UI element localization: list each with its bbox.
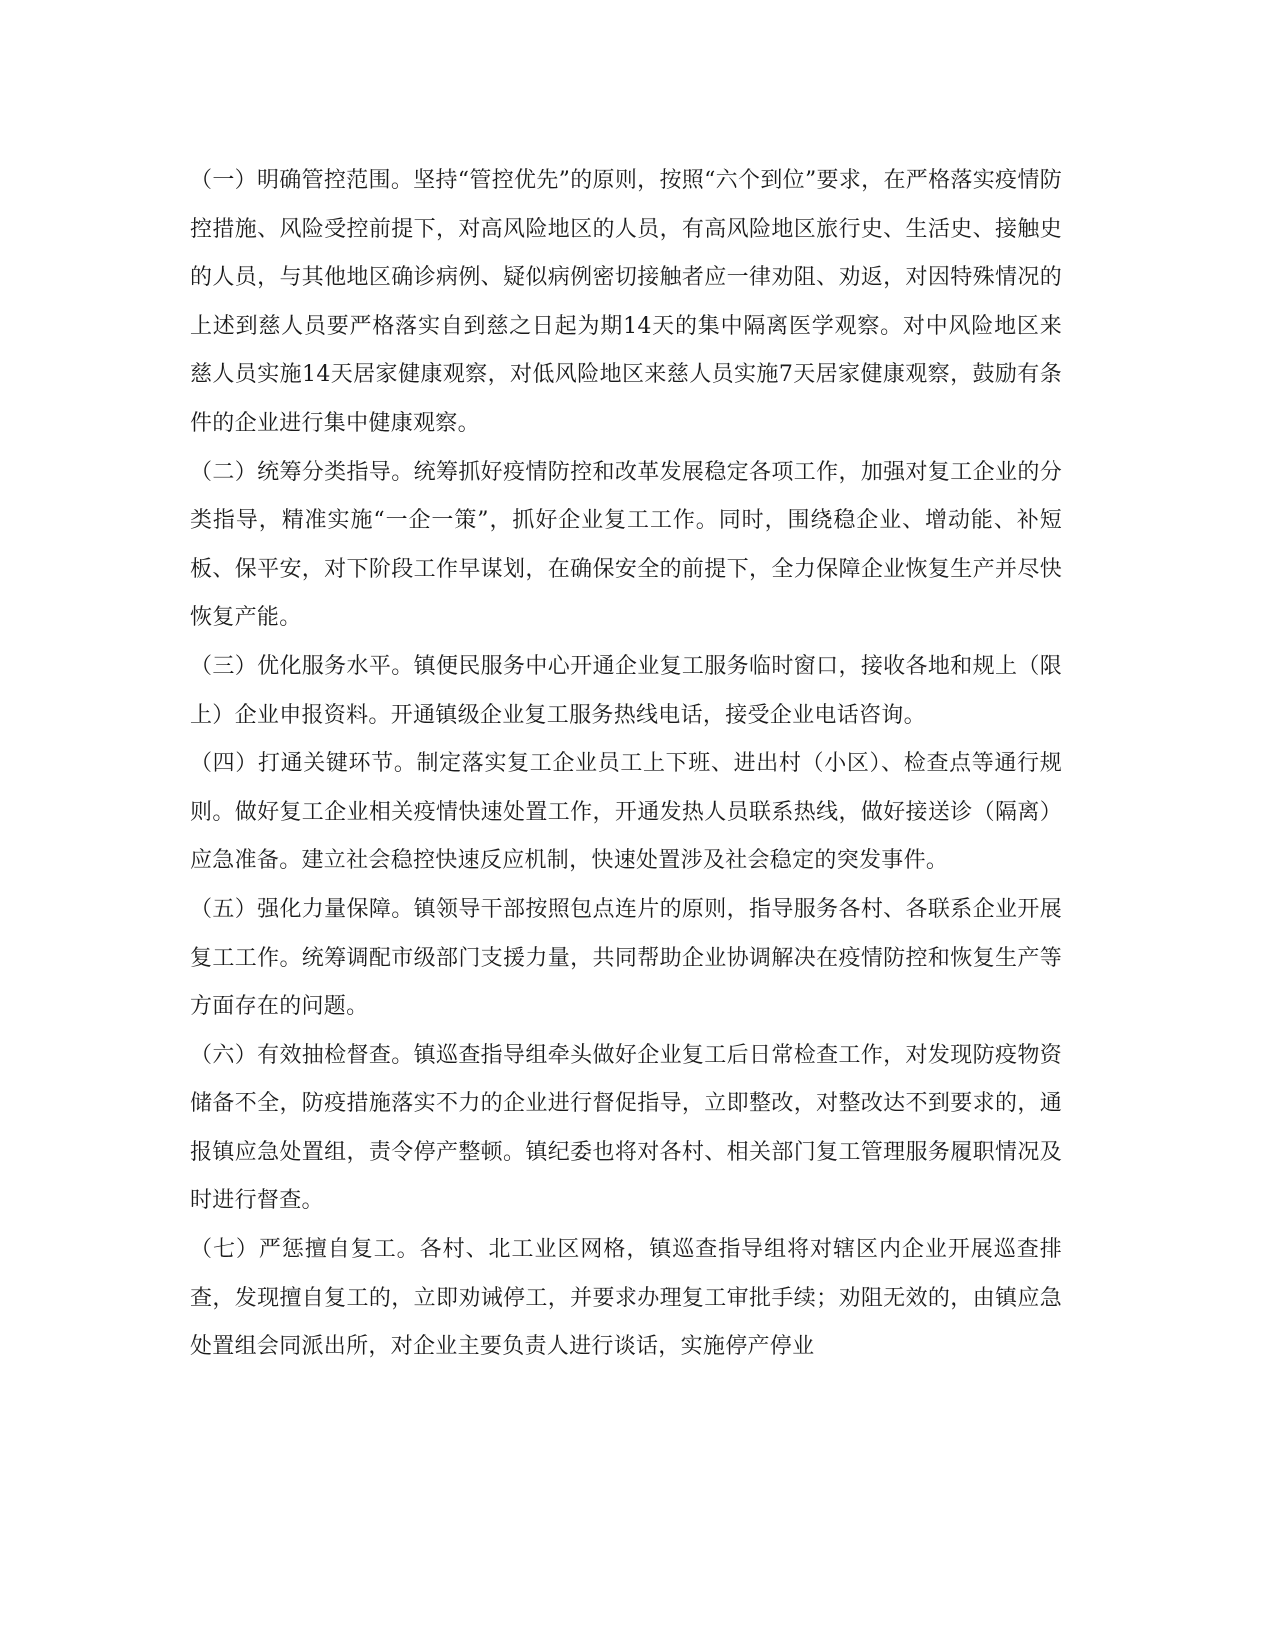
- paragraph-service-level: （三）优化服务水平。镇便民服务中心开通企业复工服务临时窗口，接收各地和规上（限上）企业申报资料。开通镇级企业复工服务热线电话，接受企业电话咨询。: [190, 653, 1062, 728]
- document-body: [190, 157, 1062, 1372]
- paragraph-key-links: （四）打通关键环节。制定落实复工企业员工上下班、进出村（小区）、检查点等通行规则。做好复工企业相关疫情快速处置工作，开通发热人员联系热线，做好接送诊（隔离）应急准备。建立社会稳控快速反应机制，快速处置涉及社会稳定的突发事件。: [190, 751, 1062, 874]
- paragraph-spot-inspection: （六）有效抽检督查。镇巡查指导组牵头做好企业复工后日常检查工作，对发现防疫物资储备不全，防疫措施落实不力的企业进行督促指导，立即整改，对整改达不到要求的，通报镇应急处置组，责令停产整顿。镇纪委也将对各村、相关部门复工管理服务履职情况及时进行督查。: [190, 1042, 1062, 1214]
- paragraph-classified-guidance: （二）统筹分类指导。统筹抓好疫情防控和改革发展稳定各项工作，加强对复工企业的分类指导，精准实施“一企一策”，抓好企业复工工作。同时，围绕稳企业、增动能、补短板、保平安，对下阶段工作早谋划，在确保安全的前提下，全力保障企业恢复生产并尽快恢复产能。: [190, 459, 1062, 631]
- paragraph-force-guarantee: （五）强化力量保障。镇领导干部按照包点连片的原则，指导服务各村、各联系企业开展复工工作。统筹调配市级部门支援力量，共同帮助企业协调解决在疫情防控和恢复生产等方面存在的问题。: [190, 896, 1062, 1020]
- paragraph-control-scope: （一）明确管控范围。坚持“管控优先”的原则，按照“六个到位”要求，在严格落实疫情防控措施、风险受控前提下，对高风险地区的人员，有高风险地区旅行史、生活史、接触史的人员，与其他地区确诊病例、疑似病例密切接触者应一律劝阻、劝返，对因特殊情况的上述到慈人员要严格落实自到慈之日起为期14天的集中隔离医学观察。对中风险地区来慈人员实施14天居家健康观察，对低风险地区来慈人员实施7天居家健康观察，鼓励有条件的企业进行集中健康观察。: [190, 168, 1062, 436]
- paragraph-unauthorized-resumption: （七）严惩擅自复工。各村、北工业区网格，镇巡查指导组将对辖区内企业开展巡查排查，发现擅自复工的，立即劝诫停工，并要求办理复工审批手续；劝阻无效的，由镇应急处置组会同派出所，对企业主要负责人进行谈话，实施停产停业: [190, 1237, 1062, 1360]
